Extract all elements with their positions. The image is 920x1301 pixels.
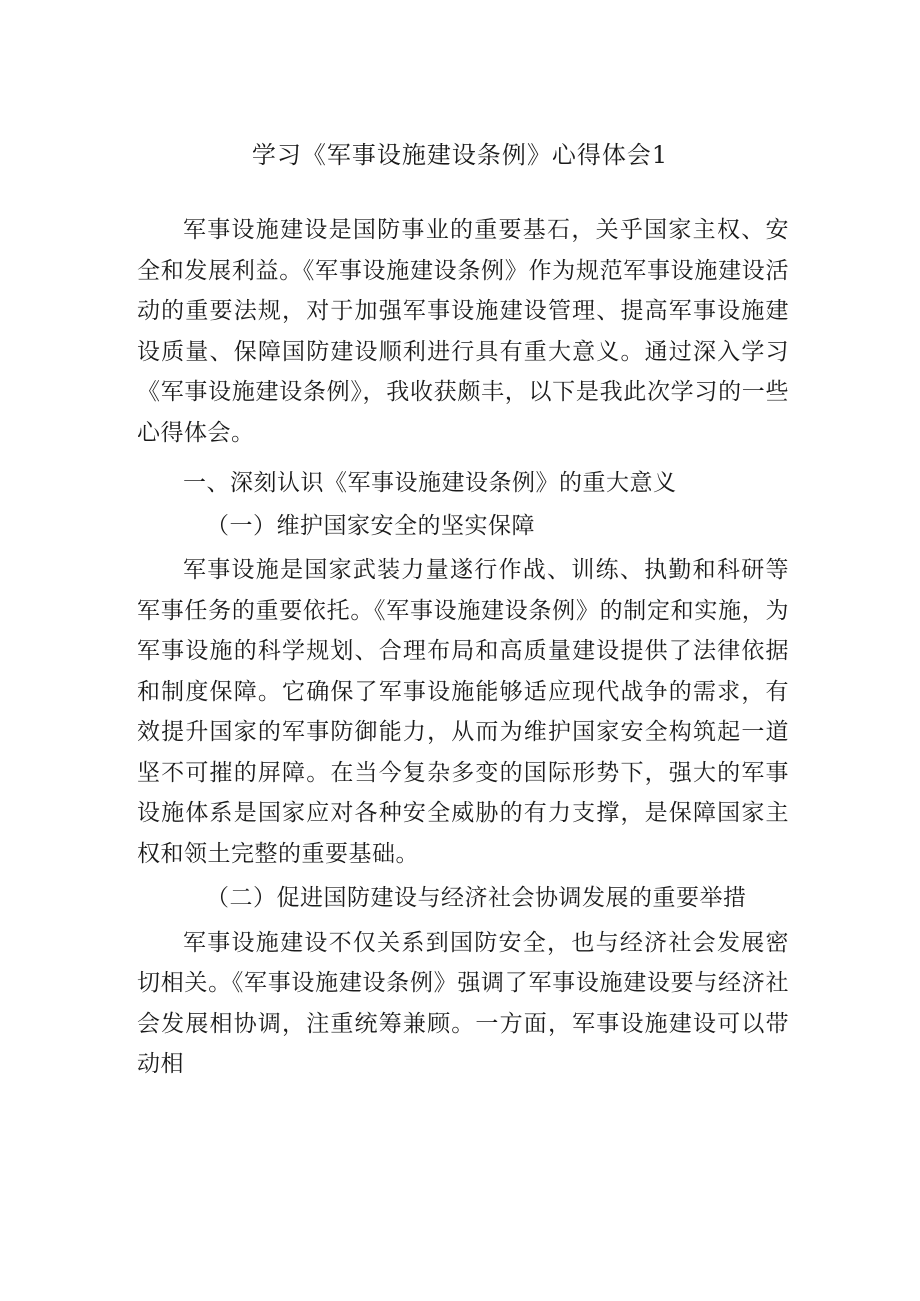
subsection-2-paragraph: 军事设施建设不仅关系到国防安全，也与经济社会发展密切相关。《军事设施建设条例》强调了军事设施建设要与经济社会发展相协调，注重统筹兼顾。一方面，军事设施建设可以带动相	[137, 929, 789, 1077]
section-heading-1: 一、深刻认识《军事设施建设条例》的重大意义	[183, 470, 677, 496]
subsection-heading-1: （一）维护国家安全的坚实保障	[206, 512, 535, 539]
spacer	[137, 453, 789, 463]
subsection-heading-2: （二）促进国防建设与经济社会协调发展的重要举措	[206, 885, 747, 911]
subsection-1-paragraph: 军事设施是国家武装力量遂行作战、训练、执勤和科研等军事任务的重要依托。《军事设施建设条例》的制定和实施，为军事设施的科学规划、合理布局和高质量建设提供了法律依据和制度保障。它确保了军事设施能够适应现代战争的需求，有效提升国家的军事防御能力，从而为维护国家安全构筑起一道坚不可摧的屏障。在当今复杂多变的国际形势下，强大的军事设施体系是国家应对各种安全威胁的有力支撑，是保障国家主权和领土完整的重要基础。	[137, 557, 789, 867]
intro-paragraph: 军事设施建设是国防事业的重要基石，关乎国家主权、安全和发展利益。《军事设施建设条例》作为规范军事设施建设活动的重要法规，对于加强军事设施建设管理、提高军事设施建设质量、保障国防建设顺利进行具有重大意义。通过深入学习《军事设施建设条例》，我收获颇丰，以下是我此次学习的一些心得体会。	[137, 217, 789, 446]
document-body	[137, 210, 789, 1085]
document-title: 学习《军事设施建设条例》心得体会1	[251, 141, 669, 169]
